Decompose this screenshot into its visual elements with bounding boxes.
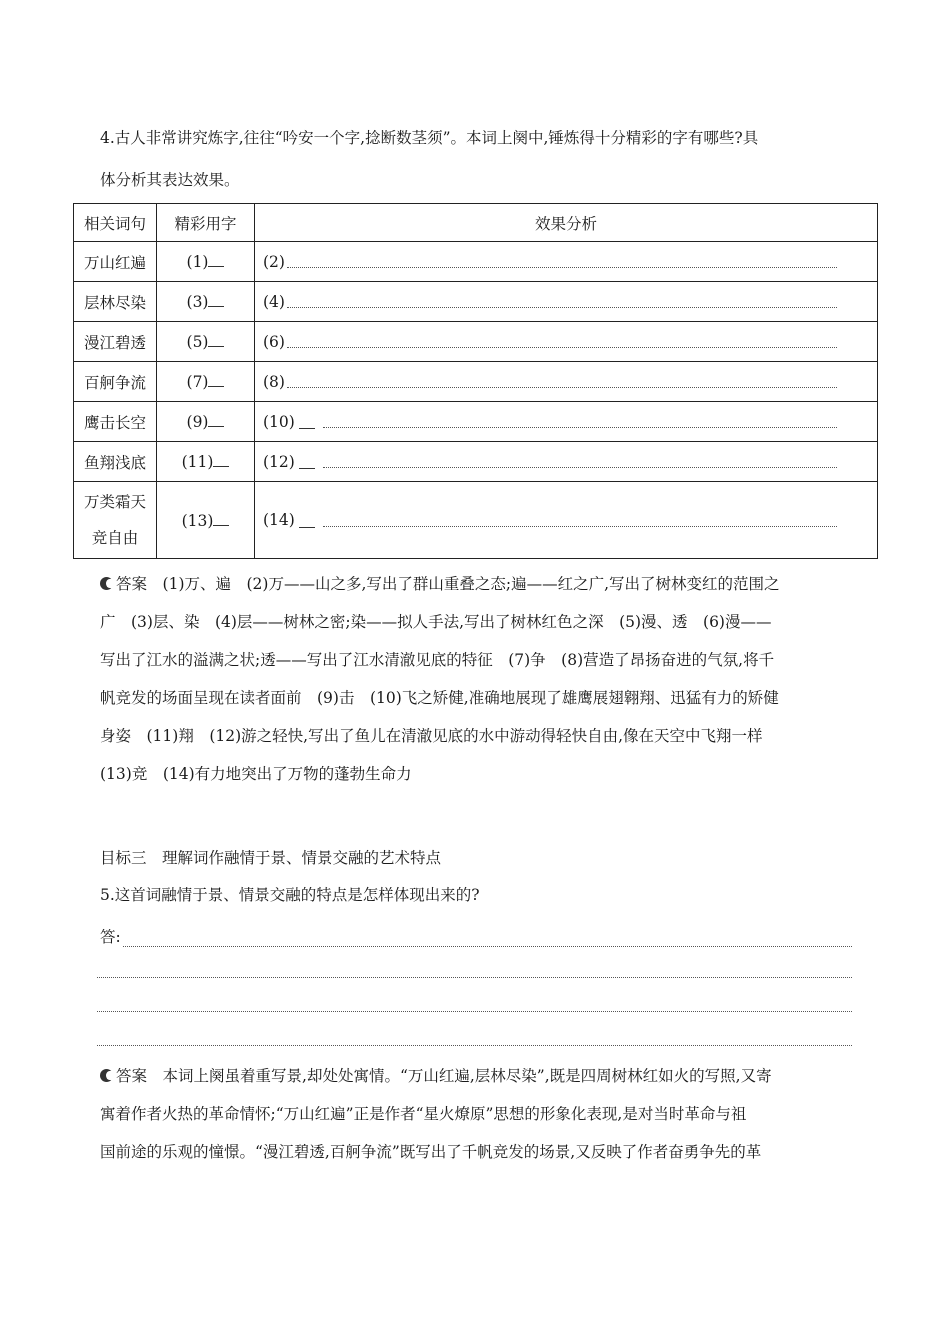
word-blank[interactable] [208, 412, 224, 427]
answer-icon [100, 1069, 113, 1082]
answer-line [100, 565, 845, 603]
phrase-cell: 万山红遍 [74, 242, 157, 282]
table-row [74, 242, 878, 282]
header-phrase: 相关词句 [74, 204, 157, 242]
word-cell[interactable] [157, 442, 255, 482]
blank-number: (6) [263, 332, 285, 351]
word-cell[interactable] [157, 282, 255, 322]
phrase-cell: 漫江碧透 [74, 322, 157, 362]
word-blank[interactable] [208, 292, 224, 307]
analysis-short-blank[interactable] [299, 414, 315, 429]
question-4-line-1: 4.古人非常讲究炼字,往往“吟安一个字,捻断数茎须”。本词上阕中,锤炼得十分精彩的字有哪些?具 [100, 129, 759, 147]
answer-line: 身姿 (11)翔 (12)游之轻快,写出了鱼儿在清澈见底的水中游动得轻快自由,像在天空中飞翔一样 [100, 727, 763, 745]
blank-number: (9) [186, 413, 209, 431]
word-cell[interactable] [157, 322, 255, 362]
answer-text: 本词上阕虽着重写景,却处处寓情。“万山红遍,层林尽染”,既是四周树林红如火的写照,又寄 [162, 1067, 772, 1085]
analysis-blank[interactable] [287, 335, 837, 348]
phrase-line-2: 竞自由 [91, 529, 139, 547]
question-5: 5.这首词融情于景、情景交融的特点是怎样体现出来的? [100, 886, 480, 904]
phrase-cell: 鱼翔浅底 [74, 442, 157, 482]
table-row [74, 322, 878, 362]
blank-number: (4) [263, 292, 285, 311]
analysis-cell[interactable] [255, 242, 878, 282]
blank-number: (13) [181, 511, 214, 530]
analysis-cell[interactable] [255, 362, 878, 402]
blank-number: (1) [186, 253, 209, 271]
analysis-blank[interactable] [323, 455, 837, 468]
analysis-short-blank[interactable] [299, 454, 315, 469]
analysis-blank[interactable] [323, 514, 837, 527]
answer-line: (13)竞 (14)有力地突出了万物的蓬勃生命力 [100, 765, 412, 783]
blank-number: (3) [186, 293, 209, 311]
word-cell[interactable] [157, 482, 255, 559]
word-blank[interactable] [213, 452, 229, 467]
phrase-cell: 鹰击长空 [74, 402, 157, 442]
analysis-blank[interactable] [287, 295, 837, 308]
answer-line-blank[interactable] [97, 977, 852, 978]
table-row [74, 282, 878, 322]
analysis-blank[interactable] [287, 255, 837, 268]
answer-line: 帆竞发的场面呈现在读者面前 (9)击 (10)飞之矫健,准确地展现了雄鹰展翅翱翔、迅猛有力的矫健 [100, 689, 779, 707]
answer-field[interactable] [100, 925, 852, 947]
word-cell[interactable] [157, 242, 255, 282]
header-word: 精彩用字 [157, 204, 255, 242]
analysis-cell[interactable] [255, 282, 878, 322]
analysis-cell[interactable] [255, 322, 878, 362]
phrase-cell: 百舸争流 [74, 362, 157, 402]
phrase-cell: 层林尽染 [74, 282, 157, 322]
question-4-line-2: 体分析其表达效果。 [100, 171, 240, 189]
word-blank[interactable] [208, 332, 224, 347]
analysis-cell[interactable] [255, 482, 878, 559]
blank-number: (11) [181, 453, 214, 471]
phrase-cell [74, 482, 157, 559]
word-cell[interactable] [157, 402, 255, 442]
table-row [74, 442, 878, 482]
word-blank[interactable] [208, 252, 224, 267]
phrase-line-1: 万类霜天 [83, 493, 146, 511]
answer-line: 写出了江水的溢满之状;透——写出了江水清澈见底的特征 (7)争 (8)营造了昂扬奋进的气氛,将千 [100, 651, 775, 669]
answer-label: 答案 [116, 1067, 148, 1085]
header-analysis: 效果分析 [255, 204, 878, 242]
word-blank[interactable] [208, 372, 224, 387]
table-header-row [74, 204, 878, 242]
table-row [74, 362, 878, 402]
analysis-short-blank[interactable] [299, 513, 315, 528]
word-blank[interactable] [213, 511, 229, 526]
analysis-cell[interactable] [255, 402, 878, 442]
analysis-cell[interactable] [255, 442, 878, 482]
answer-5 [100, 1057, 845, 1171]
answer-line: 寓着作者火热的革命情怀;“万山红遍”正是作者“星火燎原”思想的形象化表现,是对当时革命与祖 [100, 1105, 747, 1123]
table-row [74, 482, 878, 559]
blank-number: (7) [186, 373, 209, 391]
answer-icon [100, 577, 113, 590]
answer-prompt-label: 答: [100, 928, 121, 946]
answer-line-blank[interactable] [97, 1045, 852, 1046]
answer-line-blank[interactable] [97, 1011, 852, 1012]
blank-number: (12) [263, 452, 295, 471]
target-3-heading: 目标三 理解词作融情于景、情景交融的艺术特点 [100, 849, 442, 867]
analysis-table [73, 203, 878, 559]
blank-number: (10) [263, 412, 295, 431]
analysis-blank[interactable] [287, 375, 837, 388]
table-row [74, 402, 878, 442]
blank-number: (5) [186, 333, 209, 351]
answer-text: (1)万、遍 (2)万——山之多,写出了群山重叠之态;遍——红之广,写出了树林变红的范围之 [162, 575, 780, 593]
blank-number: (14) [263, 511, 295, 529]
answer-line: 广 (3)层、染 (4)层——树林之密;染——拟人手法,写出了树林红色之深 (5)漫、透 (6)漫—— [100, 613, 772, 631]
word-cell[interactable] [157, 362, 255, 402]
blank-number: (8) [263, 372, 285, 391]
answer-line-blank[interactable] [123, 932, 852, 947]
answer-line [100, 1057, 845, 1095]
analysis-blank[interactable] [323, 415, 837, 428]
answer-line: 国前途的乐观的憧憬。“漫江碧透,百舸争流”既写出了千帆竞发的场景,又反映了作者奋勇争先的革 [100, 1143, 762, 1161]
answer-4 [100, 565, 845, 793]
answer-label: 答案 [116, 575, 148, 593]
blank-number: (2) [263, 252, 285, 271]
